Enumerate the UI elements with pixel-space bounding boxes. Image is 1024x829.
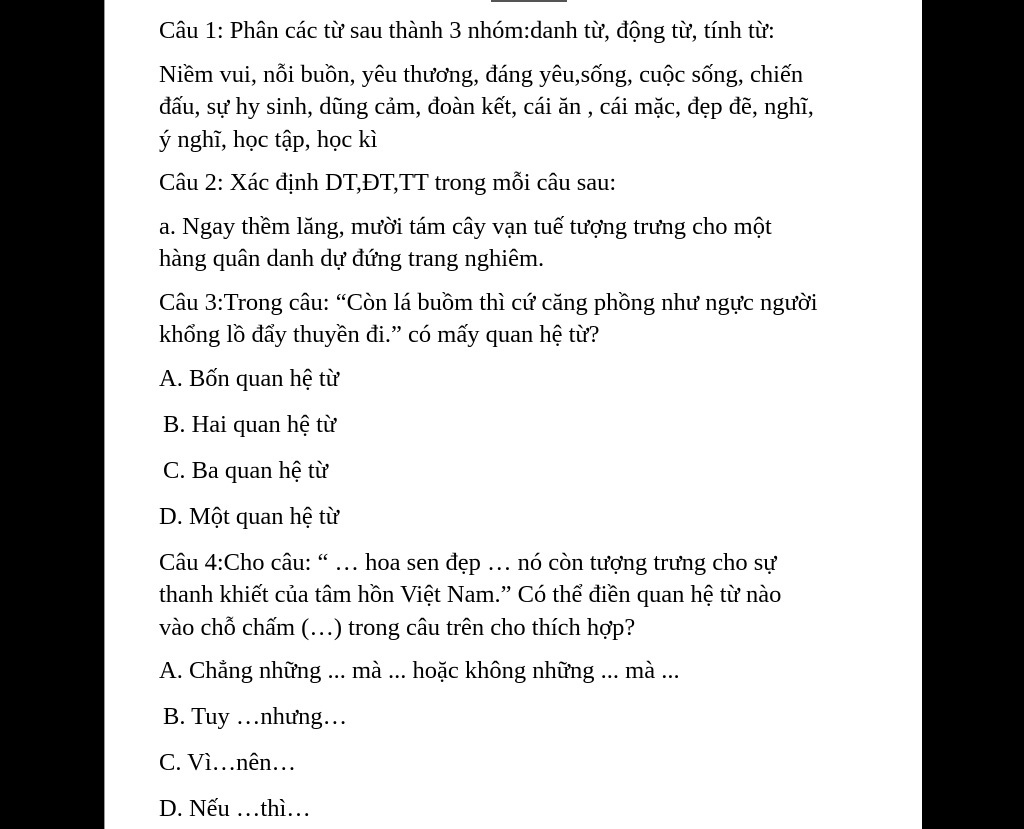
- question-4-prompt: [159, 547, 922, 645]
- question-3-prompt-line: khổng lồ đẩy thuyền đi.” có mấy quan hệ từ?: [159, 321, 600, 348]
- question-4-option-c: C. Vì…nên…: [159, 749, 297, 776]
- question-4-prompt-line: Câu 4:Cho câu: “ … hoa sen đẹp … nó còn tượng trưng cho sự: [159, 548, 777, 576]
- question-1-word-list: [159, 59, 922, 157]
- question-3-prompt: [159, 287, 922, 352]
- top-divider: [491, 0, 567, 2]
- question-4-prompt-line: vào chỗ chấm (…) trong câu trên cho thích hợp?: [159, 613, 636, 641]
- sentence-line: a. Ngay thềm lăng, mười tám cây vạn tuế tượng trưng cho một: [159, 212, 772, 240]
- question-3-option-d: D. Một quan hệ từ: [159, 502, 339, 530]
- question-2-sentence: [159, 211, 922, 276]
- question-2-prompt: [159, 167, 922, 200]
- document-body: [159, 15, 922, 829]
- question-3-prompt-line: Câu 3:Trong câu: “Còn lá buồm thì cứ căng phồng như ngực người: [159, 288, 818, 316]
- word-list-line: đấu, sự hy sinh, dũng cảm, đoàn kết, cái ăn , cái mặc, đẹp đẽ, nghĩ,: [159, 93, 814, 120]
- question-4-option-a: A. Chẳng những ... mà ... hoặc không những ... mà ...: [159, 657, 680, 684]
- question-2-prompt-line: Câu 2: Xác định DT,ĐT,TT trong mỗi câu sau:: [159, 169, 617, 196]
- question-4-prompt-line: thanh khiết của tâm hồn Việt Nam.” Có thể điền quan hệ từ nào: [159, 581, 782, 608]
- question-1-prompt: [159, 15, 922, 48]
- document-page: [104, 0, 922, 829]
- question-4-option-b: B. Tuy …nhưng…: [163, 703, 348, 730]
- word-list-line: Niềm vui, nỗi buồn, yêu thương, đáng yêu,sống, cuộc sống, chiến: [159, 60, 804, 88]
- word-list-line: ý nghĩ, học tập, học kì: [159, 125, 378, 153]
- sentence-line: hàng quân danh dự đứng trang nghiêm.: [159, 245, 545, 272]
- question-3-option-c: C. Ba quan hệ từ: [163, 456, 329, 484]
- question-4-option-d: D. Nếu …thì…: [159, 795, 311, 822]
- question-3-option-a: A. Bốn quan hệ từ: [159, 364, 339, 392]
- question-1-prompt-line: Câu 1: Phân các từ sau thành 3 nhóm:danh từ, động từ, tính từ:: [159, 17, 775, 44]
- question-3-option-b: B. Hai quan hệ từ: [163, 410, 337, 438]
